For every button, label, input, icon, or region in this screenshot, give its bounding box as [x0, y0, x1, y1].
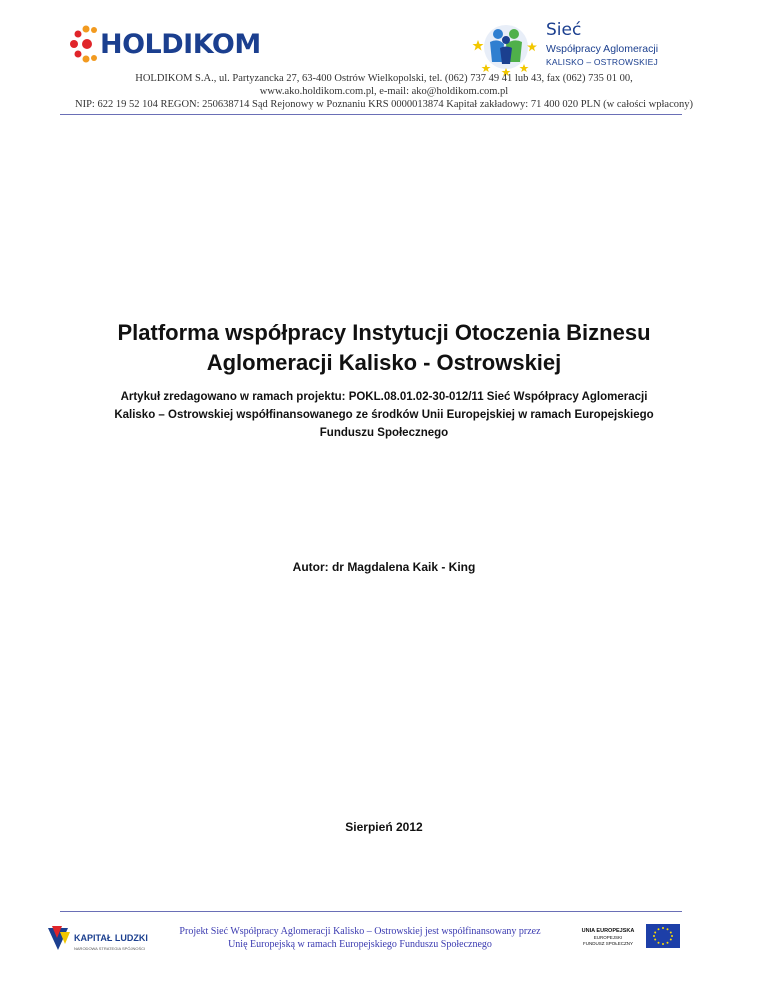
article-info [60, 388, 708, 442]
eu-flag-icon [646, 924, 680, 948]
siec-people-icon [470, 20, 542, 78]
siec-logo-title: Sieć [546, 20, 582, 40]
author: Autor: dr Magdalena Kaik - King [292, 560, 476, 574]
footer-divider [60, 911, 682, 912]
eu-logo [574, 924, 682, 954]
eu-title: UNIA EUROPEJSKA [581, 928, 635, 934]
kapital-ludzki-icon [46, 924, 72, 954]
article-line: Artykuł zredagowano w ramach projektu: POKL.08.01.02-30-012/11 Sieć Współpracy Aglomeracji [120, 391, 648, 403]
article-line: Funduszu Społecznego [319, 427, 449, 439]
kapital-ludzki-subtext: NARODOWA STRATEGIA SPÓJNOŚCI [74, 946, 146, 951]
footer-line: Unię Europejską w ramach Europejskiego Funduszu Społecznego [228, 939, 492, 950]
holdikom-logo [68, 22, 264, 66]
holdikom-dots-icon [68, 22, 102, 66]
header-divider [60, 114, 682, 115]
footer-line: Projekt Sieć Współpracy Aglomeracji Kalisko – Ostrowskiej jest współfinansowany przez [179, 926, 541, 937]
eu-subtitle-line: EUROPEJSKI [593, 935, 623, 940]
kapital-ludzki-text: KAPITAŁ LUDZKI [74, 933, 148, 943]
eu-subtitle [574, 935, 642, 947]
company-web-line: www.ako.holdikom.com.pl, e-mail: ako@holdikom.com.pl [259, 86, 509, 97]
company-address-line: HOLDIKOM S.A., ul. Partyzancka 27, 63-400 Ostrów Wielkopolski, tel. (062) 737 49 41 lub 43, fax (062) 735 01 00, [135, 73, 633, 84]
title-line: Aglomeracji Kalisko - Ostrowskiej [206, 350, 562, 375]
article-line: Kalisko – Ostrowskiej współfinansowanego ze środków Unii Europejskiej w ramach Europejskiego [114, 409, 654, 421]
siec-logo-region: KALISKO – OSTROWSKIEJ [546, 57, 658, 67]
footer-project-text [165, 925, 555, 951]
company-registry-line: NIP: 622 19 52 104 REGON: 250638714 Sąd Rejonowy w Poznaniu KRS 0000013874 Kapitał zakładowy: 71 400 020 PLN (w całości wpłacony) [75, 99, 693, 110]
eu-subtitle-line: FUNDUSZ SPOŁECZNY [582, 941, 633, 946]
title-line: Platforma współpracy Instytucji Otoczenia Biznesu [117, 320, 651, 345]
holdikom-logo-text: HOLDIKOM [100, 29, 261, 60]
document-date: Sierpień 2012 [345, 820, 423, 834]
document-title [60, 318, 708, 378]
siec-logo [470, 20, 710, 76]
kapital-ludzki-logo [46, 924, 166, 956]
siec-logo-subtitle: Współpracy Aglomeracji [546, 43, 659, 55]
